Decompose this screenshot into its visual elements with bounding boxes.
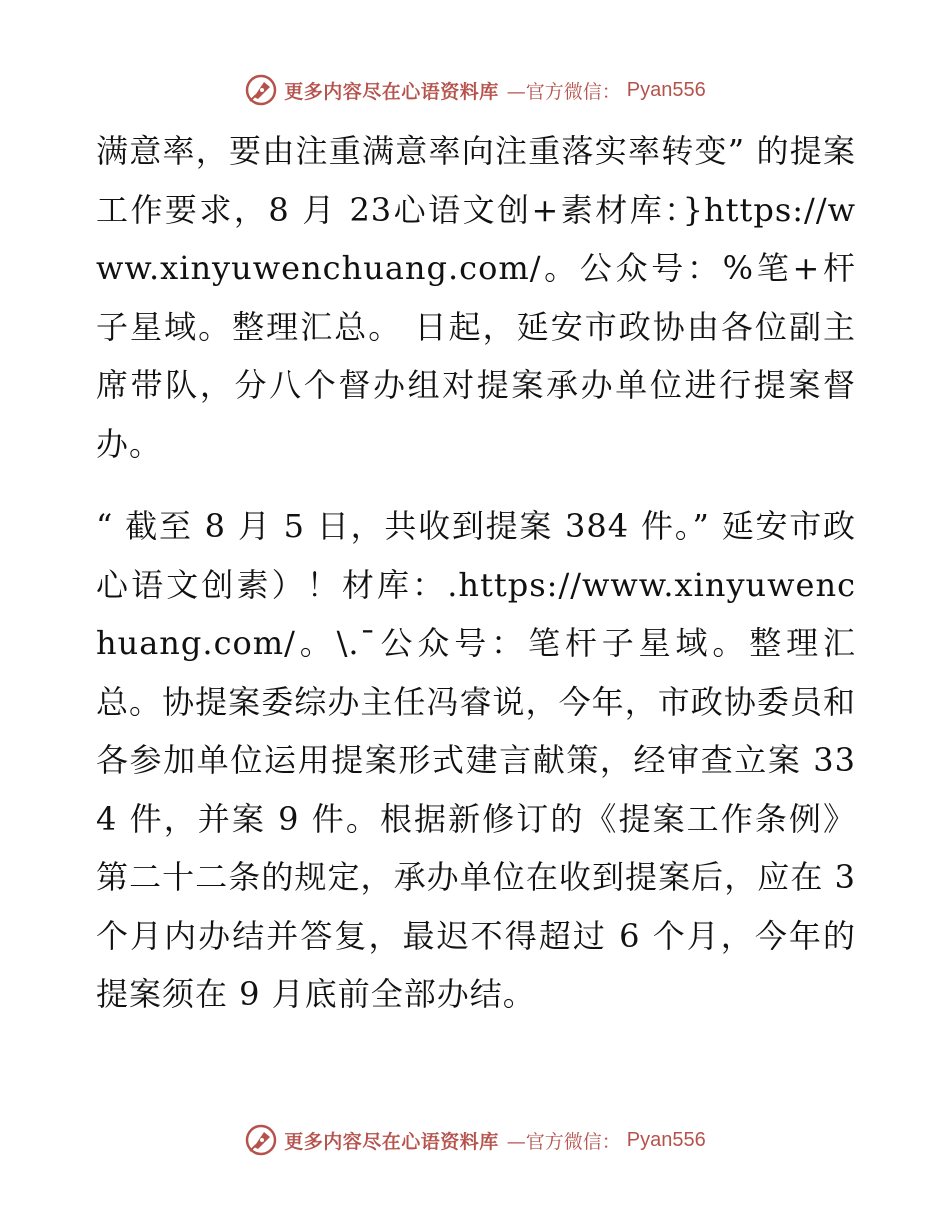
document-body (96, 122, 856, 1024)
paragraph-2: “ 截至 8 月 5 日，共收到提案 384 件。” 延安市政心语文创素）！材库：.https://www.xinyuwenchuang.com/。\.¯公众号：笔杆子星域。整理汇总。协提案委综办主任冯睿说，今年，市政协委员和各参加单位运用提案形式建言献策，经审查立案 334 件，并案 9 件。根据新修订的《提案工作条例》第二十二条的规定，承办单位在收到提案后，应在 3 个月内办结并答复，最迟不得超过 6 个月，今年的提案须在 9 月底前全部办结。 (96, 507, 856, 1013)
pen-nib-in-circle-icon (244, 1123, 278, 1157)
footer-wechat-id: Pyan556 (626, 1128, 706, 1151)
pen-nib-in-circle-icon (244, 73, 278, 107)
footer-banner (0, 1120, 950, 1160)
header-banner (0, 70, 950, 110)
header-wechat-id: Pyan556 (626, 78, 706, 101)
paragraph-1: 满意率，要由注重满意率向注重落实率转变” 的提案工作要求，8 月 23心语文创+素材库：}https://www.xinyuwenchuang.com/。公众号：%笔+杆子星域。整理汇总。 日起，延安市政协由各位副主席带队，分八个督办组对提案承办单位进行提案督办。 (96, 132, 856, 463)
header-wechat-label: —官方微信： (506, 80, 621, 103)
footer-banner-text: 更多内容尽在心语资料库 (284, 1130, 499, 1153)
footer-wechat-label: —官方微信： (506, 1130, 621, 1153)
header-banner-text: 更多内容尽在心语资料库 (284, 80, 499, 103)
